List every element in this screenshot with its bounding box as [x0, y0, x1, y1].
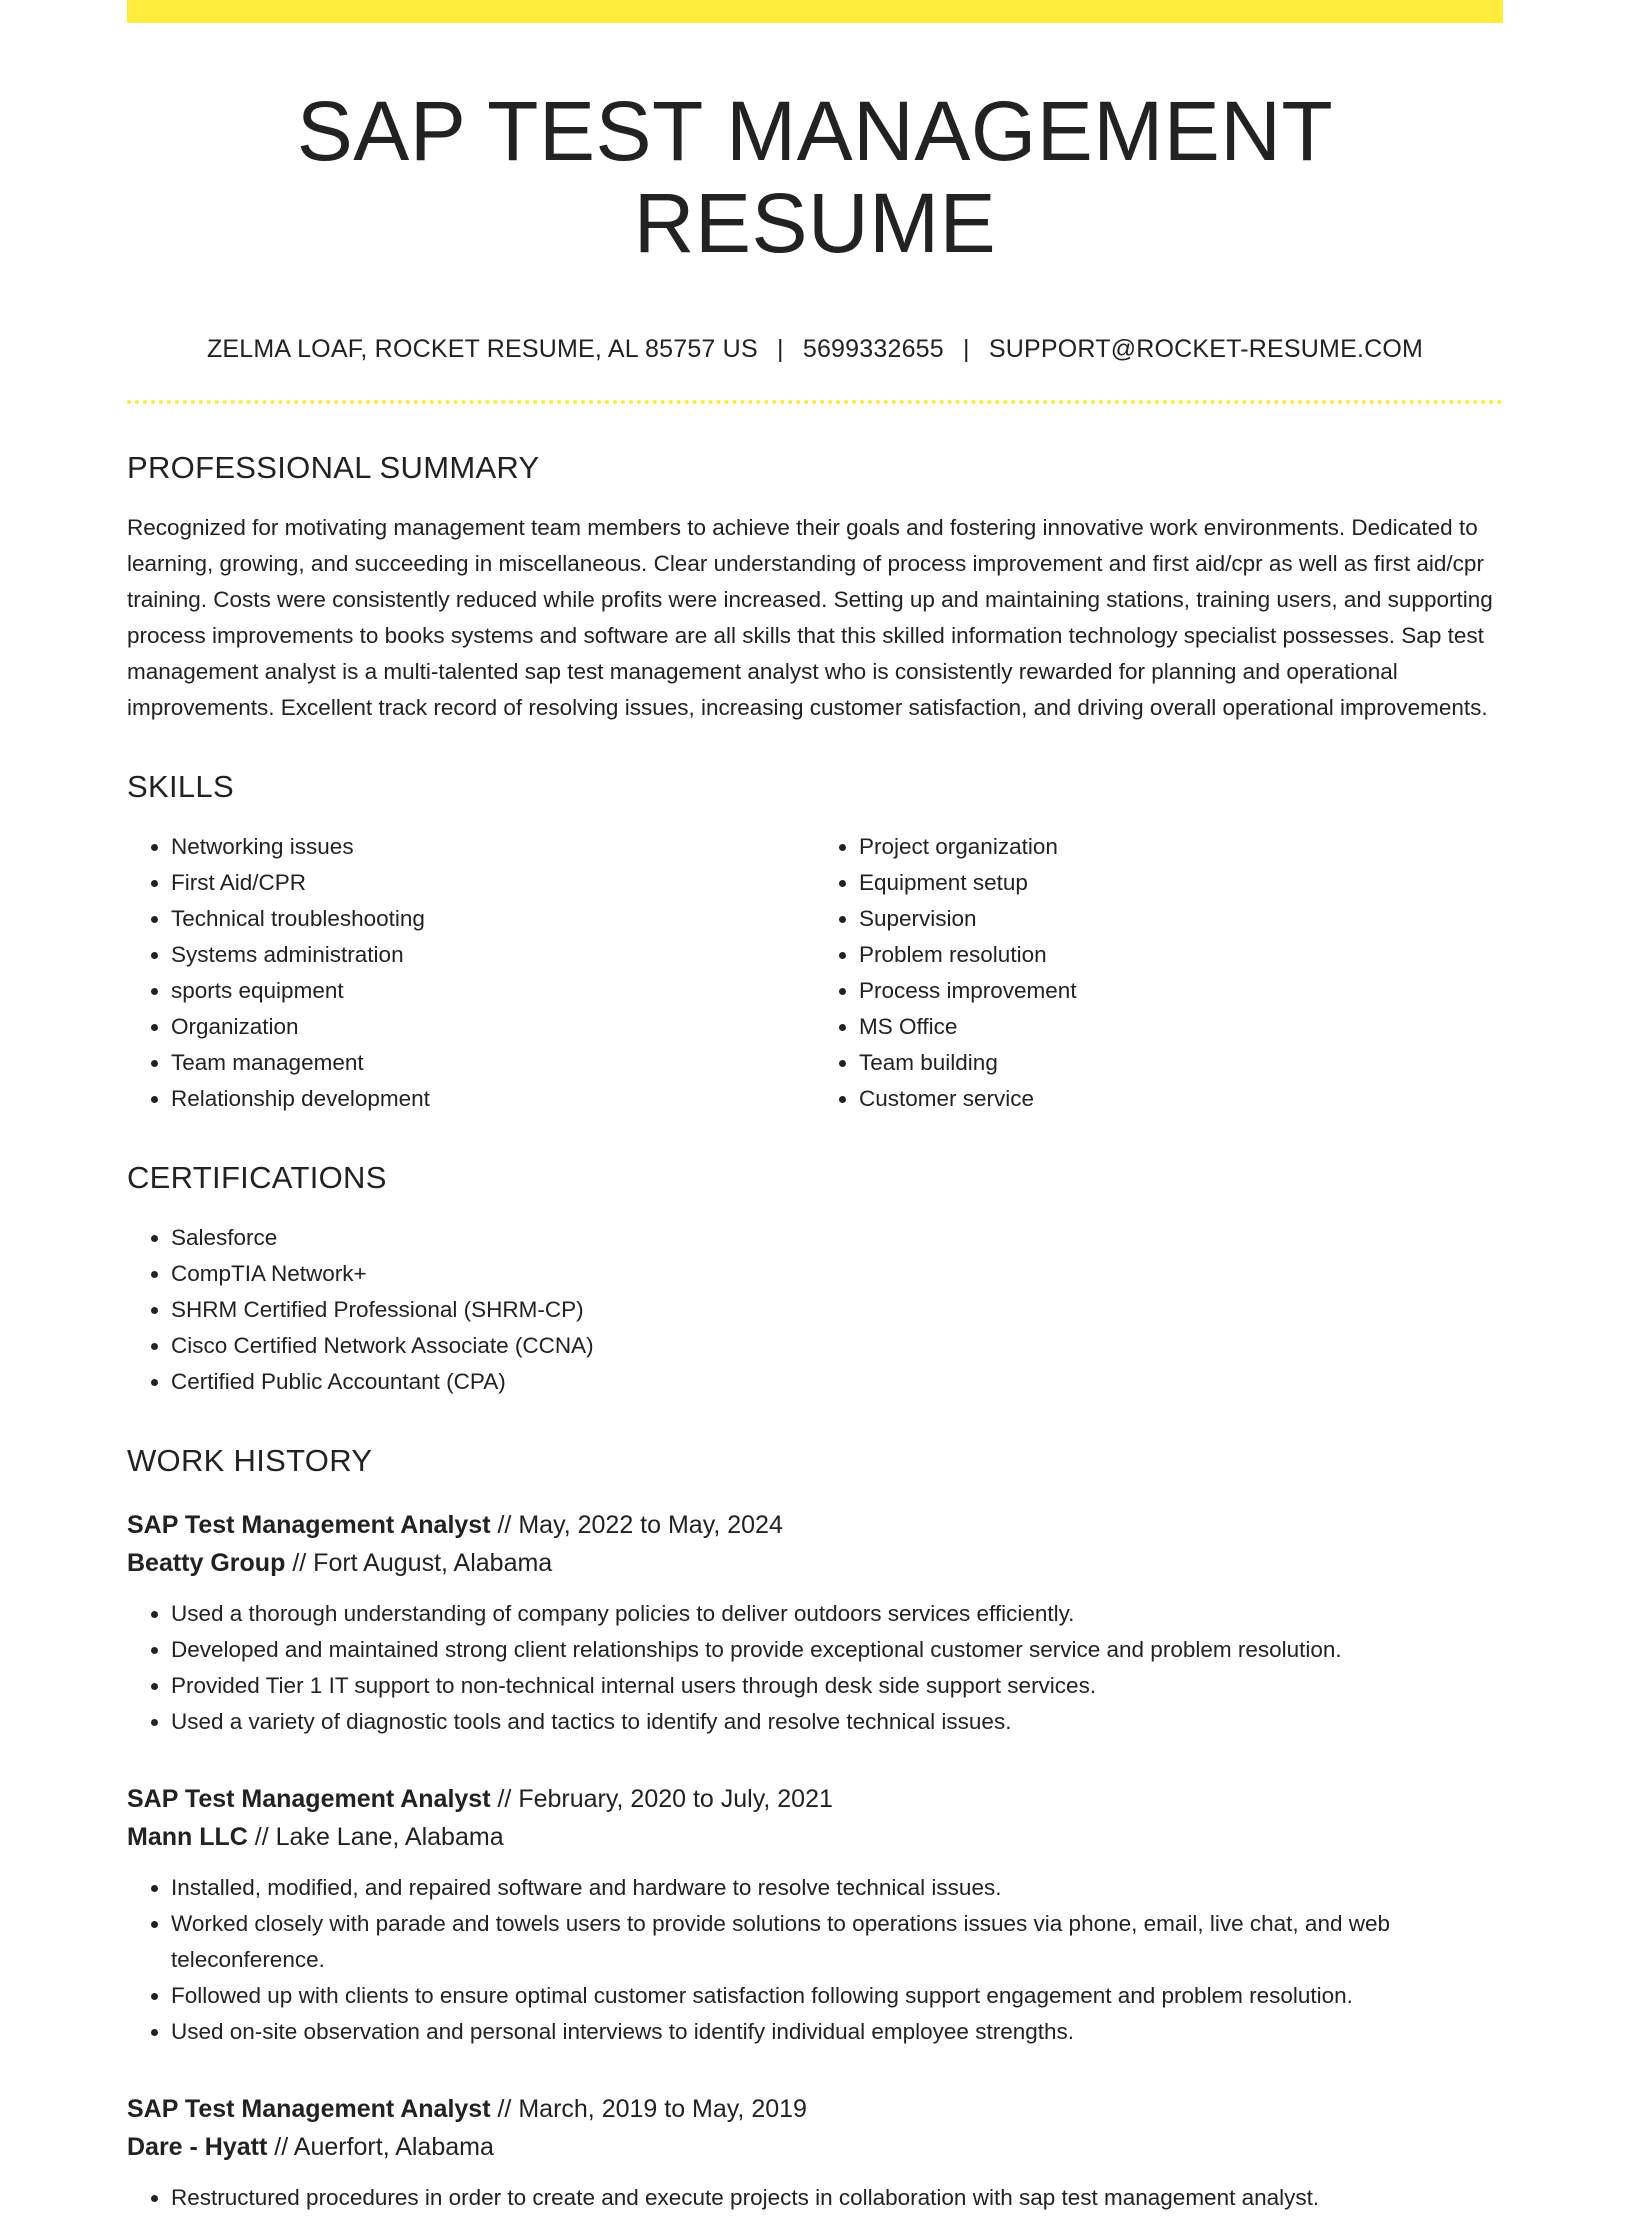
job-company: Dare - Hyatt: [127, 2132, 268, 2161]
job-company: Beatty Group: [127, 1548, 286, 1577]
job-entry: [127, 2090, 1503, 2216]
job-company-line: [127, 2128, 1503, 2166]
job-separator: //: [497, 1510, 512, 1539]
skill-item: • Technical troubleshooting: [171, 901, 815, 937]
job-entry: [127, 1506, 1503, 1740]
certification-item: • CompTIA Network+: [171, 1256, 1503, 1292]
skill-item: • Networking issues: [171, 829, 815, 865]
resume-title: SAP TEST MANAGEMENT RESUME: [296, 84, 1334, 271]
section-heading-summary: PROFESSIONAL SUMMARY: [127, 449, 540, 485]
work-history-section: [127, 1442, 1503, 2215]
contact-separator: |: [963, 334, 970, 363]
summary-section: [127, 449, 1503, 726]
certification-item: • Certified Public Accountant (CPA): [171, 1364, 1503, 1400]
job-bullet: • Developed and maintained strong client relationships to provide exceptional customer service and problem resolution.: [171, 1632, 1503, 1668]
section-heading-certifications: CERTIFICATIONS: [127, 1160, 387, 1196]
certification-item: • Salesforce: [171, 1220, 1503, 1256]
skill-item: • Supervision: [859, 901, 1503, 937]
job-title-line: [127, 1506, 1503, 1544]
skill-item: • Problem resolution: [859, 937, 1503, 973]
job-title-line: [127, 1780, 1503, 1818]
job-separator: //: [497, 2094, 512, 2123]
dotted-divider: [127, 400, 1503, 404]
certification-item: • Cisco Certified Network Associate (CCNA): [171, 1328, 1503, 1364]
certifications-list: [127, 1220, 1503, 1400]
job-separator: //: [274, 2132, 289, 2161]
skill-item: • First Aid/CPR: [171, 865, 815, 901]
job-bullet: • Provided Tier 1 IT support to non-technical internal users through desk side support services.: [171, 1668, 1503, 1704]
job-title: SAP Test Management Analyst: [127, 1784, 491, 1813]
job-bullets: [127, 1870, 1503, 2050]
job-title: SAP Test Management Analyst: [127, 2094, 491, 2123]
skills-columns: [127, 829, 1503, 1117]
job-bullets: [127, 2180, 1503, 2216]
job-bullet: • Worked closely with parade and towels users to provide solutions to operations issues via phone, email, live chat, and web teleconference.: [171, 1906, 1503, 1978]
contact-phone: 5699332655: [802, 334, 944, 363]
contact-line: [127, 334, 1503, 364]
job-separator: //: [254, 1822, 269, 1851]
skill-item: • Project organization: [859, 829, 1503, 865]
job-bullet: • Followed up with clients to ensure optimal customer satisfaction following support engagement and problem resolution.: [171, 1978, 1503, 2014]
skill-item: • Customer service: [859, 1081, 1503, 1117]
job-bullet: • Used a thorough understanding of company policies to deliver outdoors services efficiently.: [171, 1596, 1503, 1632]
job-dates: May, 2022 to May, 2024: [518, 1510, 783, 1539]
contact-separator: |: [776, 334, 784, 363]
section-heading-skills: SKILLS: [127, 768, 234, 804]
certification-item: • SHRM Certified Professional (SHRM-CP): [171, 1292, 1503, 1328]
summary-text: Recognized for motivating management team members to achieve their goals and fostering innovative work environments. Dedicated to learning, growing, and succeeding in miscellaneous. Clear understanding of process improvement and first aid/cpr as well as first aid/cpr training. Costs were consistently reduced while profits were increased. Setting up and maintaining stations, training users, and supporting process improvements to books systems and software are all skills that this skilled information technology specialist possesses. Sap test management analyst is a multi-talented sap test management analyst who is consistently rewarded for planning and operational improvements. Excellent track record of resolving issues, increasing customer satisfaction, and driving overall operational improvements.: [127, 514, 1493, 720]
job-title-line: [127, 2090, 1503, 2128]
skill-item: • Systems administration: [171, 937, 815, 973]
skill-item: • Equipment setup: [859, 865, 1503, 901]
skill-item: • Relationship development: [171, 1081, 815, 1117]
job-location: Fort August, Alabama: [313, 1548, 553, 1577]
job-company-line: [127, 1544, 1503, 1582]
skills-section: [127, 768, 1503, 1117]
accent-top-bar: [127, 0, 1503, 23]
contact-email: SUPPORT@ROCKET-RESUME.COM: [988, 334, 1424, 363]
job-separator: //: [292, 1548, 307, 1577]
certifications-section: [127, 1159, 1503, 1400]
skill-item: • Organization: [171, 1009, 815, 1045]
section-heading-work-history: WORK HISTORY: [127, 1443, 373, 1479]
skill-item: • sports equipment: [171, 973, 815, 1009]
skill-item: • Team building: [859, 1045, 1503, 1081]
contact-address: ZELMA LOAF, ROCKET RESUME, AL 85757 US: [206, 334, 758, 363]
resume-page: [127, 0, 1503, 2216]
job-bullet: • Used a variety of diagnostic tools and tactics to identify and resolve technical issues.: [171, 1704, 1503, 1740]
job-bullets: [127, 1596, 1503, 1740]
job-entry: [127, 1780, 1503, 2050]
job-bullet: • Installed, modified, and repaired software and hardware to resolve technical issues.: [171, 1870, 1503, 1906]
skill-item: • Process improvement: [859, 973, 1503, 1009]
skills-list-right: [815, 829, 1503, 1117]
job-bullet: • Used on-site observation and personal interviews to identify individual employee strengths.: [171, 2014, 1503, 2050]
job-bullet: • Restructured procedures in order to create and execute projects in collaboration with sap test management analyst.: [171, 2180, 1503, 2216]
job-dates: February, 2020 to July, 2021: [518, 1784, 833, 1813]
job-dates: March, 2019 to May, 2019: [518, 2094, 807, 2123]
job-separator: //: [497, 1784, 512, 1813]
skill-item: • Team management: [171, 1045, 815, 1081]
skills-list-left: [127, 829, 815, 1117]
skill-item: • MS Office: [859, 1009, 1503, 1045]
job-company: Mann LLC: [127, 1822, 248, 1851]
job-title: SAP Test Management Analyst: [127, 1510, 491, 1539]
job-location: Auerfort, Alabama: [293, 2132, 494, 2161]
job-company-line: [127, 1818, 1503, 1856]
job-location: Lake Lane, Alabama: [275, 1822, 504, 1851]
